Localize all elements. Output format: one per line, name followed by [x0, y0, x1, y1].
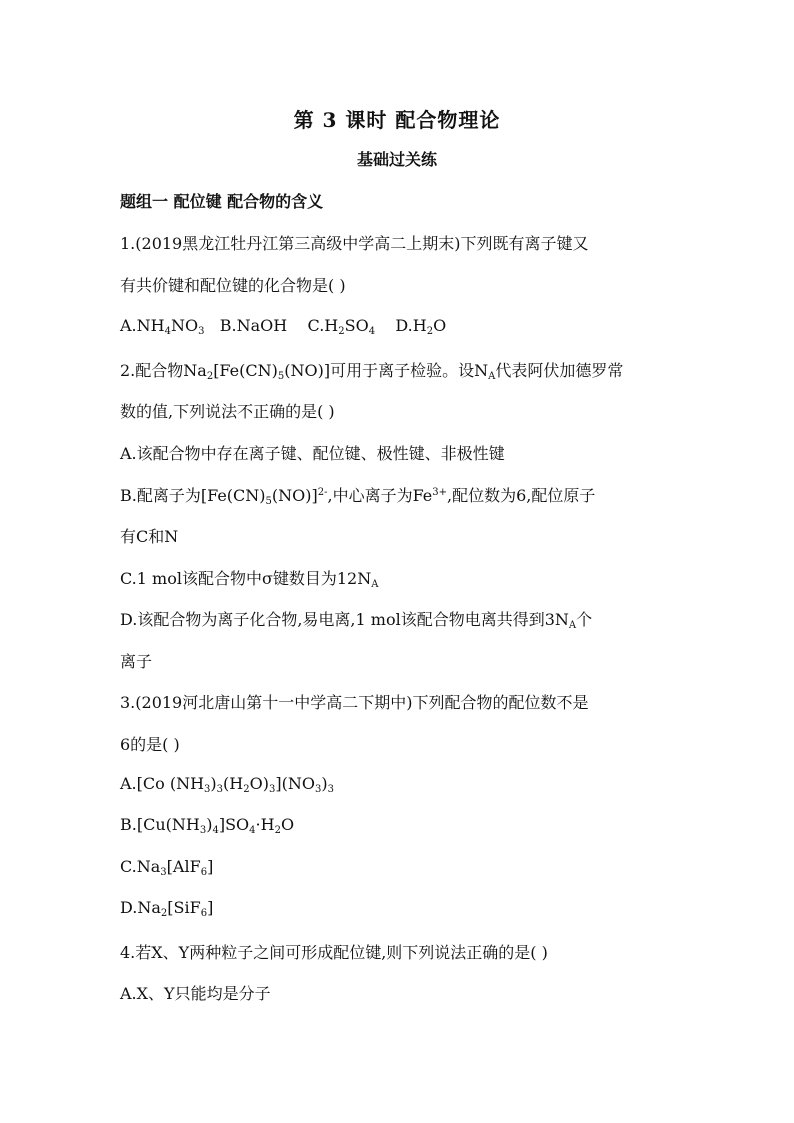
- q3-option-d: [120, 898, 213, 917]
- q3-stem-line2: 6的是( ): [120, 735, 180, 754]
- text: C.H: [307, 316, 339, 335]
- subscript: 3: [204, 784, 211, 795]
- subscript: 3: [268, 784, 276, 795]
- q2-option-c: [120, 566, 378, 589]
- text: B.[Cu(NH: [120, 815, 200, 834]
- subscript: 3: [160, 867, 167, 878]
- text: O): [249, 774, 269, 793]
- subscript: 4: [368, 326, 376, 337]
- text: ): [206, 815, 213, 834]
- q1-option-a: [120, 316, 204, 335]
- superscript: 3+: [432, 487, 448, 498]
- text: SO: [344, 316, 369, 335]
- subscript: A: [371, 579, 379, 590]
- q2-option-d: [120, 607, 592, 630]
- q3-option-a: [120, 774, 334, 793]
- text: D.H: [395, 316, 427, 335]
- text: (NO)]: [271, 486, 318, 505]
- subscript: 3: [314, 784, 322, 795]
- section-heading: 题组一 配位键 配合物的含义: [120, 192, 324, 211]
- subscript: 5: [265, 496, 272, 507]
- text: (H: [223, 774, 244, 793]
- q4-stem: 4.若X、Y两种粒子之间可形成配位键,则下列说法正确的是( ): [120, 943, 548, 962]
- subscript: 6: [200, 867, 208, 878]
- text: 个: [576, 610, 593, 629]
- subscript: 2: [160, 908, 168, 919]
- subscript: 3: [198, 326, 205, 337]
- q1-option-b: B.NaOH: [219, 316, 288, 335]
- subscript: A: [568, 620, 577, 631]
- subscript: 2: [206, 371, 214, 382]
- text: 2.配合物Na: [120, 361, 207, 380]
- q1-stem-line2: 有共价键和配位键的化合物是( ): [120, 276, 346, 295]
- subscript: A: [488, 371, 496, 382]
- q2-option-b: [120, 483, 595, 506]
- text: ,配位数为6,配位原子: [447, 486, 596, 505]
- text: NO: [170, 316, 199, 335]
- subscript: 3: [327, 784, 334, 795]
- subscript: 2: [274, 825, 281, 836]
- q2-stem-line1: [120, 358, 623, 381]
- subscript: 3: [216, 784, 224, 795]
- text: D.Na: [120, 898, 161, 917]
- text: ]SO: [218, 815, 250, 834]
- text: [AlF: [166, 857, 201, 876]
- text: C.1 mol该配合物中σ键数目为12N: [120, 569, 372, 588]
- subscript: 2: [426, 326, 434, 337]
- text: ): [210, 774, 217, 793]
- subscript: 4: [164, 326, 171, 337]
- text: ): [321, 774, 328, 793]
- text: 代表阿伏加德罗常: [495, 361, 624, 380]
- text: ·H: [255, 815, 275, 834]
- q2-option-b-line2: 有C和N: [120, 527, 179, 546]
- subscript: 4: [249, 825, 256, 836]
- text: ]: [207, 857, 214, 876]
- subscript: 5: [277, 371, 285, 382]
- text: (NO)]可用于离子检验。设N: [284, 361, 489, 380]
- text: O: [280, 815, 295, 834]
- text: A.[Co (NH: [120, 774, 205, 793]
- subscript: 6: [200, 908, 208, 919]
- text: [Fe(CN): [213, 361, 278, 380]
- text: A.NH: [120, 316, 165, 335]
- text: ]: [207, 898, 214, 917]
- text: ,中心离子为Fe: [327, 486, 433, 505]
- text: O: [433, 316, 447, 335]
- q2-option-d-line2: 离子: [120, 652, 153, 671]
- text: ](NO: [275, 774, 315, 793]
- superscript: 2-: [317, 487, 328, 498]
- q2-stem-line2: 数的值,下列说法不正确的是( ): [120, 402, 335, 421]
- q2-option-a: A.该配合物中存在离子键、配位键、极性键、非极性键: [120, 444, 505, 463]
- q1-stem-line1: 1.(2019黑龙江牡丹江第三高级中学高二上期末)下列既有离子键又: [120, 234, 589, 253]
- page-title: 第 3 课时 配合物理论: [293, 108, 501, 132]
- q1-option-c: [308, 316, 376, 335]
- subscript: 3: [199, 825, 207, 836]
- text: B.配离子为[Fe(CN): [120, 486, 266, 505]
- text: D.该配合物为离子化合物,易电离,1 mol该配合物电离共得到3N: [120, 610, 569, 629]
- text: [SiF: [167, 898, 201, 917]
- q3-option-b: [120, 815, 294, 834]
- q3-option-c: [120, 857, 213, 876]
- q1-options: [120, 316, 446, 335]
- q4-option-a: A.X、Y只能均是分子: [120, 984, 271, 1003]
- page-subtitle: 基础过关练: [356, 150, 437, 169]
- subscript: 2: [338, 326, 345, 337]
- subscript: 4: [212, 825, 219, 836]
- text: C.Na: [120, 857, 161, 876]
- q3-stem-line1: 3.(2019河北唐山第十一中学高二下期中)下列配合物的配位数不是: [120, 693, 589, 712]
- subscript: 2: [243, 784, 250, 795]
- q1-option-d: [395, 316, 446, 335]
